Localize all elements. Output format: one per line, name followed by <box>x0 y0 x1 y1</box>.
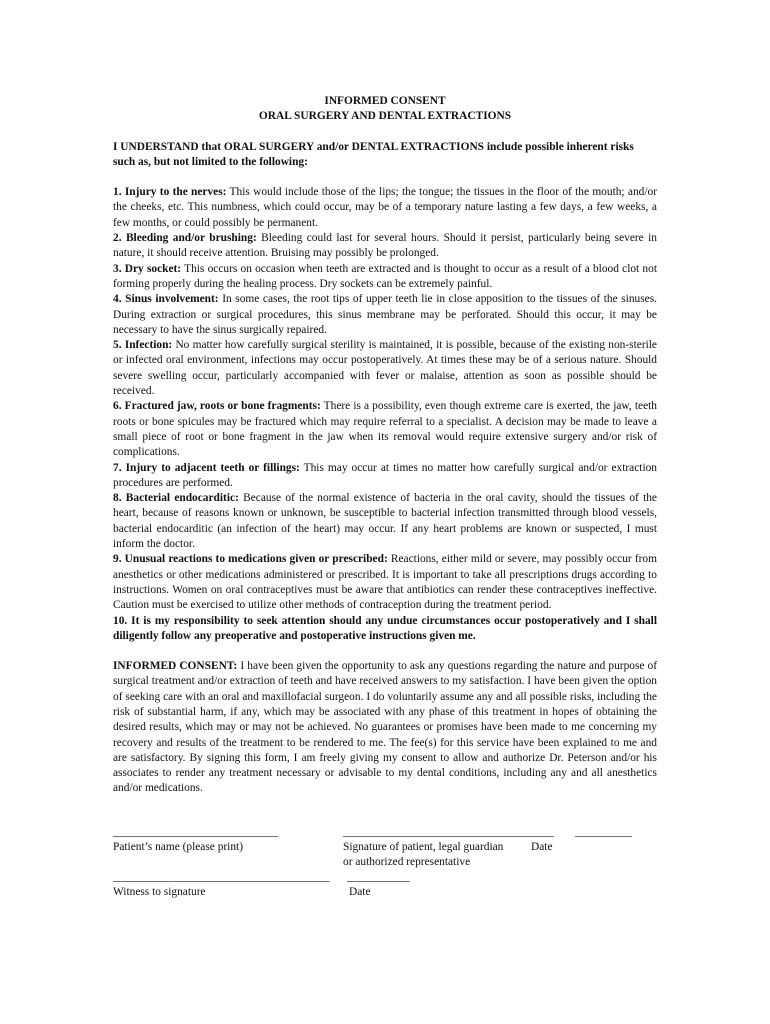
date-label-2: Date <box>349 886 371 898</box>
risk-item-label: 3. Dry socket: <box>113 262 182 275</box>
risk-item-label: 8. Bacterial endocarditic: <box>113 492 239 505</box>
form-title-line1: INFORMED CONSENT <box>324 95 446 107</box>
consent-label: INFORMED CONSENT: <box>113 660 238 673</box>
risk-item-1 <box>113 185 657 231</box>
risk-item-text: This may occur at times no matter how carefully surgical and/or extraction procedures are performed. <box>113 461 657 489</box>
risk-item-label: 1. Injury to the nerves: <box>113 186 227 199</box>
patient-name-line[interactable]: _____________________________ <box>113 826 279 838</box>
risk-item-text: This would include those of the lips; the tongue; the tissues in the floor of the mouth; and/or the cheeks, etc. This numbness, which could occur, may be of a temporary nature lasting a few days, a few weeks, a few months, or could possibly be permanent. <box>113 186 657 229</box>
risk-item-label: 9. Unusual reactions to medications given or prescribed: <box>113 553 388 566</box>
signature-label: Signature of patient, legal guardian <box>343 841 504 853</box>
risk-item-7 <box>113 461 657 492</box>
informed-consent-paragraph <box>113 659 657 797</box>
risk-item-text: Bleeding could last for several hours. Should it persist, particularly being severe in nature, it should receive attention. Bruising may possibly be prolonged. <box>113 232 657 260</box>
risk-item-5 <box>113 338 657 399</box>
date-label-1: Date <box>531 841 553 853</box>
patient-name-label: Patient’s name (please print) <box>113 841 244 853</box>
form-body <box>113 94 657 808</box>
risk-item-6 <box>113 399 657 460</box>
risk-item-text: Because of the normal existence of bacteria in the oral cavity, should the tissues of the heart, because of reasons known or unknown, be susceptible to bacterial infection transmitted through blood vessels, bacterial endocarditic (an infection of the heart) may occur. If any heart problems are known or suspected, I must inform the doctor. <box>113 492 657 551</box>
risk-item-label: 2. Bleeding and/or brushing: <box>113 232 257 245</box>
risk-item-text: In some cases, the root tips of upper teeth lie in close apposition to the tissues of the sinuses. During extraction or surgical procedures, this sinus membrane may be perforated. Should this occur, it may be necessary to have the sinus surgically repaired. <box>113 293 657 336</box>
risk-list <box>113 185 657 644</box>
witness-signature-line[interactable]: ______________________________________ <box>113 871 330 883</box>
risk-item-text: No matter how carefully surgical sterility is maintained, it is possible, because of the existing non-sterile or infected oral environment, infections may occur postoperatively. At times these may be of a serious nature. Should severe swelling occur, particularly accompanied with fever or malaise, attention as soon as possible should be received. <box>113 339 657 398</box>
date-line-1[interactable]: __________ <box>575 826 632 838</box>
risk-item-label: 4. Sinus involvement: <box>113 293 219 306</box>
risk-item-8 <box>113 491 657 552</box>
risk-item-2 <box>113 231 657 262</box>
risk-item-label: 5. Infection: <box>113 339 173 352</box>
risk-item-9 <box>113 552 657 613</box>
intro-statement: I UNDERSTAND that ORAL SURGERY and/or DENTAL EXTRACTIONS include possible inherent risks such as, but not limited to the following: <box>113 140 634 168</box>
date-line-2[interactable]: ___________ <box>347 871 410 883</box>
consent-text: I have been given the opportunity to ask any questions regarding the nature and purpose of surgical treatment and/or extraction of teeth and have received answers to my satisfaction. I have been given the option of seeking care with an oral and maxillofacial surgeon. I do voluntarily assume any and all possible risks, including the risk of substantial harm, if any, which may be associated with any phase of this treatment in hopes of obtaining the desired results, which may or may not be achieved. No guarantees or promises have been made to me concerning my recovery and results of the treatment to be rendered to me. The fee(s) for this service have been explained to me and are satisfactory. By signing this form, I am freely giving my consent to allow and authorize Dr. Peterson and/or his associates to render any treatment necessary or advisable to my dental conditions, including any and all anesthetics and/or medications. <box>113 660 658 795</box>
risk-item-4 <box>113 292 657 338</box>
risk-item-text: This occurs on occasion when teeth are extracted and is thought to occur as a result of a blood clot not forming properly during the healing process. Dry sockets can be extremely painful. <box>113 262 657 290</box>
risk-item-text: There is a possibility, even though extreme care is exerted, the jaw, teeth roots or bone spicules may be fractured which may require referral to a specialist. A decision may be made to leave a small piece of root or bone fragment in the jaw when its removal would require extensive surgery and/or risk of complications. <box>113 400 658 459</box>
form-title-line2: ORAL SURGERY AND DENTAL EXTRACTIONS <box>258 110 512 123</box>
risk-item-10: 10. It is my responsibility to seek attention should any undue circumstances occur postoperatively and I shall diligently follow any preoperative and postoperative instructions given me. <box>113 614 657 642</box>
signature-line[interactable]: _____________________________________ <box>343 826 554 838</box>
authorized-representative-label: or authorized representative <box>343 856 471 868</box>
risk-item-text: Reactions, either mild or severe, may possibly occur from anesthetics or other medications administered or prescribed. It is important to take all prescriptions drugs according to instructions. Women on oral contraceptives must be aware that antibiotics can render these contraceptives ineffective. Caution must be exercised to utilize other methods of contraception during the treatment period. <box>113 553 657 612</box>
risk-item-label: 6. Fractured jaw, roots or bone fragments: <box>113 400 321 413</box>
risk-item-3 <box>113 262 657 293</box>
risk-item-label: 7. Injury to adjacent teeth or fillings: <box>113 461 300 474</box>
witness-label: Witness to signature <box>113 886 206 898</box>
